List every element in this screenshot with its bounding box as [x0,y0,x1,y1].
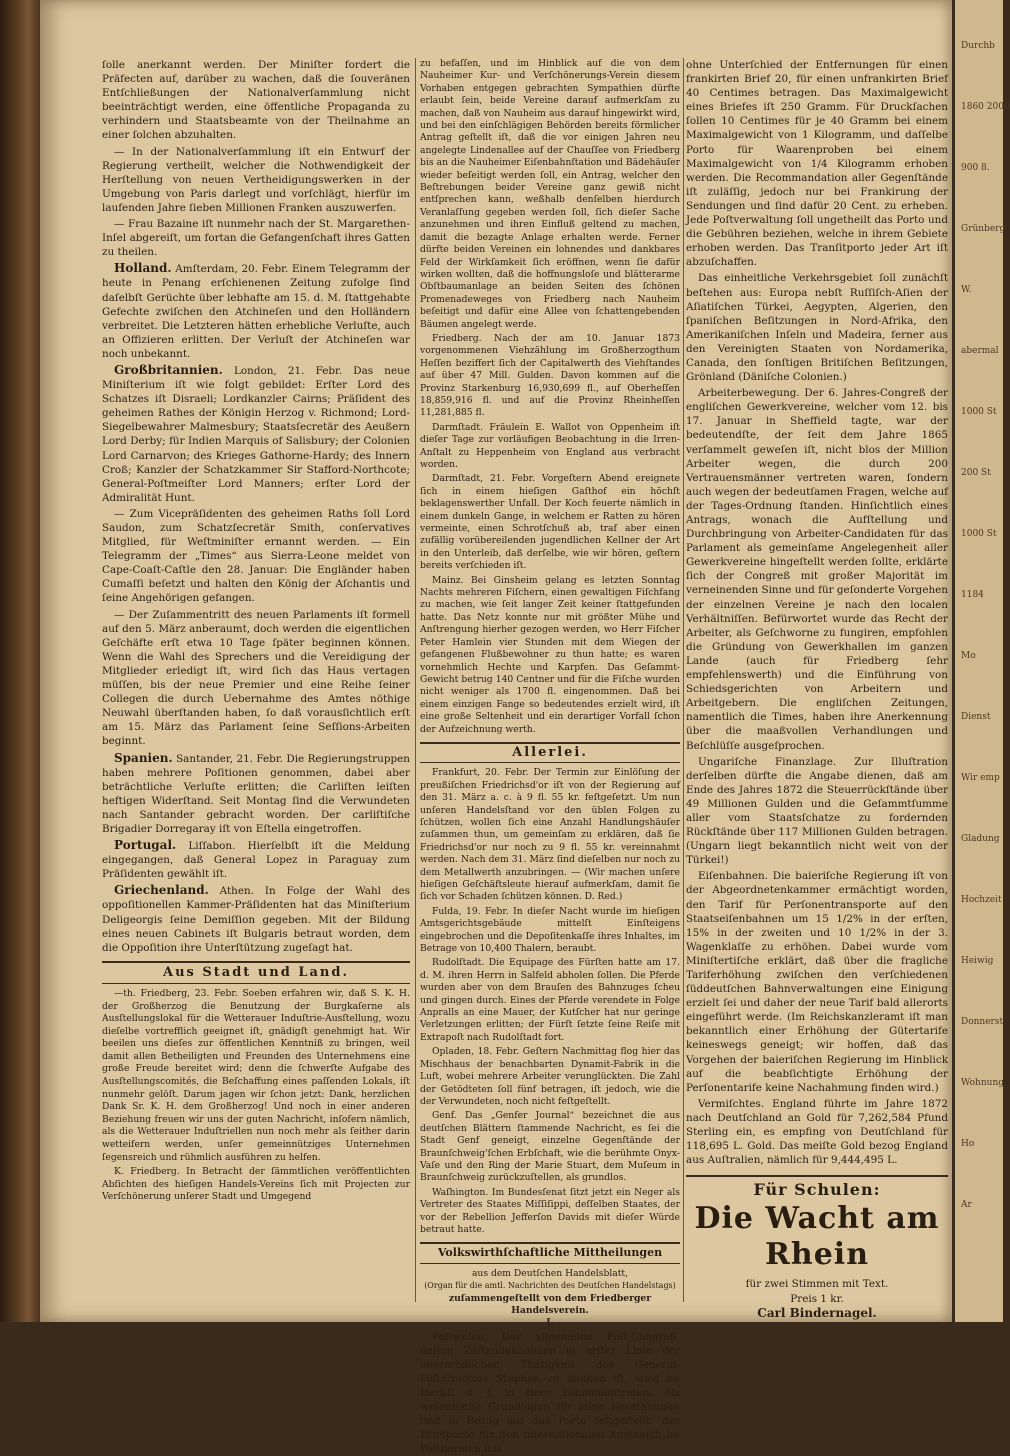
edge-fragment: 200 St [961,468,991,478]
adjacent-page-text [955,0,1010,1212]
paragraph: Waſhington. Im Bundesſenat ſitzt jetzt ein Neger als Vertreter des Staates Miſſiſippi, deſſelben Staates, der vor der Rebellion Jefferſon Davids mit dieſer Würde betraut hatte. [420,1186,680,1235]
section-number: I. [546,1317,554,1329]
edge-fragment: Dienst [961,712,991,722]
news-text: Santander, 21. Febr. Die Regierungstruppen haben mehrere Poſitionen genommen, dabei aber beträchtliche Verluſte erlitten; die Carliſten leiſten heftigen Widerſtand. Seit Montag ſind die Verwundeten nach Santander gebracht worden. Der carliſtiſche Brigadier Dorregaray iſt von Eſtella eingetroffen. [102,752,410,835]
paragraph: Fulda, 19. Febr. In dieſer Nacht wurde im hieſigen Amtsgerichtsgebäude mittelſt Einſteigens eingebrochen und die Depoſitenkaſſe ihres Inhaltes, im Betrage von 10,400 Thalern, beraubt. [420,905,680,955]
news-item-portugal [102,838,410,881]
edge-fragment: Durchb [961,41,995,51]
paragraph: — Zum Vicepräſidenten des geheimen Raths ſoll Lord Saudon, zum Schatzſecretär Smith, conſervatives Mitglied, für Weſtminiſter ernannt werden. — Ein Telegramm der „Times“ aus Sierra-Leone meldet von Cape-Coaſt-Caſtle den 28. Januar: Die Engländer haben Cumaſſi beſetzt und halten den König der Aſchantis und ſeine Angehörigen gefangen. [102,507,410,605]
paragraph: — Der Zuſammentritt des neuen Parlaments iſt formell auf den 5. März anberaumt, doch werden die eigentlichen Geſchäfte erſt etwa 10 Tage ſpäter beginnen können. Wenn die Wahl des Sprechers und die Vereidigung der Mitglieder erledigt iſt, wird ſich das Haus vertagen müſſen, bis der neue Premier und eine Reihe ſeiner Collegen die durch Uebernahme des Amtes nöthige Neuwahl überſtanden haben, ſo daß vorausſichtlich erſt am 15. März das Parlament ſeine Seſſions-Arbeiten beginnt. [102,608,410,748]
edge-fragment: Wohnung [961,1078,1005,1088]
paragraph: zu befaſſen, und im Hinblick auf die von dem Nauheimer Kur- und Verſchönerungs-Verein diesem Vorhaben entgegen gebrachten Sympathien dürfte erlaubt ſein, beide Vereine darauf aufmerkſam zu machen, daß von Nauheim aus darauf hingewirkt wird, und bei den einſchlägigen Behörden bereits förmlicher Antrag geſtellt iſt, daß die vor einigen Jahren neu angelegte Lindenallee auf der Chauſſee von Friedberg bis an die Nauheimer Eiſenbahnſtation und Bädehäuſer wieder beſeitigt werden ſoll, ein Antrag, welcher den Beſtrebungen beider Vereine ganz gewiß nicht entſprechen kann, weßhalb denſelben hierdurch Veranlaſſung gegeben werden ſoll, ſich dieſer Sache anzunehmen und ihren Einfluß geltend zu machen, damit die bezagte Anlage erhalten werde. Ferner dürfte beiden Vereinen ein lohnendes und dankbares Feld der Wirkſamkeit ſich eröffnen, wenn ſie dafür wirken wollten, daß die hoffnungsloſe und blätterarme Obſtbaumanlage an beiden Seiten des ſchönen Promenadeweges von Friedberg nach Nauheim beſeitigt und dafür eine Allee von ſchattengebenden Bäumen angelegt werde. [420,58,680,330]
edge-fragment: Hochzeit [961,895,1002,905]
edge-fragment: Donnerst [961,1017,1004,1027]
section-subtitle: aus dem Deutſchen Handelsblatt, [471,1267,629,1279]
edge-fragment: 1000 St [961,529,997,539]
paragraph: — Frau Bazaine iſt nunmehr nach der St. Margarethen-Inſel abgereiſt, um fortan die Gefangenſchaft ihres Gatten zu theilen. [102,218,410,259]
paragraph: Mainz. Bei Ginsheim gelang es letzten Sonntag Nachts mehreren Fiſchern, einen gewaltigen Fiſchfang zu machen, wie ſeit langer Zeit keiner ſtattgefunden hatte. Das Netz konnte nur mit größter Mühe und Anſtrengung hierher gezogen werden, wo Herr Fiſcher Peter Hamlein vier Stunden mit dem Wiegen der gefangenen Flußbewohner zu thun hatte; es waren vornehmlich Hechte und Karpfen. Das Geſammt-Gewicht betrug 140 Centner und für die Fiſche wurden nicht weniger als 1700 fl. eingenommen. Daß bei einem einzigen Fange so bedeutendes erzielt wird, iſt eine große Seltenheit und ein derartiger Vorfall ſchon der Aufzeichnung werth. [420,574,680,735]
news-item-spain [102,751,410,837]
paragraph: Darmſtadt. Fräulein E. Wallot von Oppenheim iſt dieſer Tage zur vorläufigen Beobachtung in die Irren-Anſtalt zu Heppenheim von England aus verbracht worden. [420,421,680,470]
country-heading: Großbritannien. [114,362,223,377]
news-item-holland [102,261,410,361]
country-heading: Spanien. [114,750,173,765]
paragraph: Rudolſtadt. Die Equipage des Fürſten hatte am 17. d. M. ihren Herrn in Salfeld abholen ſollen. Die Pferde wurden aber von dem Brauſen des Bahnzuges ſcheu und gingen durch. Eines der Pferde verendete in Folge Anpralls an eine Mauer, der Kutſcher hat nur geringe Verletzungen erlitten; der Fürſt ſetzte ſeine Reiſe mit Extrapoſt nach Rudolſtadt fort. [420,957,680,1043]
paragraph: Genf. Das „Genfer Journal“ bezeichnet die aus deutſchen Blättern ſtammende Nachricht, es ſei die Stadt Genf geneigt, einzelne Gegenſtände der Braunſchweig'ſchen Erbſchaft, wie die berühmte Onyx-Vaſe und den Ring der Marie Stuart, dem Muſeum in Braunſchweig zurückzuſtellen, als grundlos. [420,1110,680,1184]
paragraph: Darmſtadt, 21. Febr. Vorgeſtern Abend ereignete ſich in einem hieſigen Gaſthof ein höchſt beklagenswerther Unfall. Der Koch feuerte nämlich in einem dunkeln Gange, in welchem er Ratten zu hören vermeinte, einen Schrotſchuß ab, traf aber einen zufällig vorübereilenden jugendlichen Kellner der Art in den Unterleib, daß derſelbe, wie wir hören, geſtern bereits verſchieden iſt. [420,473,680,572]
paragraph: Friedberg. Nach der am 10. Januar 1873 vorgenommenen Viehzählung im Großherzogthum Heſſen beziffert ſich der Capitalwerth des Viehſtandes auf über 47 Mill. Gulden. Davon kommen auf die Provinz Starkenburg 16,930,699 fl., auf Oberheſſen 18,859,916 fl. und auf die Provinz Rheinheſſen 11,281,885 fl. [420,332,680,419]
section-title-stadt-und-land: Aus Stadt und Land. [102,961,410,984]
paragraph: ohne Unterſchied der Entfernungen für einen frankirten Brief 20, für einen unfrankirten Brief 40 Centimes betragen. Das Maximalgewicht eines Briefes iſt 250 Gramm. Für Druckſachen ſollen 10 Centimes für je 40 Gramm bei einem Maximalgewicht von 1 Kilogramm, und daſſelbe Porto für Waarenproben bei einem Maximalgewicht von 1/4 Kilogramm erhoben werden. Die Recommandation aller Gegenſtände iſt zuläſſig, jedoch nur bei Frankirung der Sendungen und ſind dafür 20 Cent. zu erheben. Jede Poſtverwaltung ſoll ungetheilt das Porto und die Gebühren beziehen, welche in ihrem Gebiete erhoben werden. Das Tranſitporto jeder Art iſt abzuſchaffen. [686,59,948,269]
book-binding [0,0,40,1322]
news-item-great-britain [102,363,410,505]
edge-fragment: Gladung [961,834,1000,844]
news-text: Amſterdam, 20. Febr. Einem Telegramm der heute in Penang erſchienenen Zeitung zufolge ſind daſelbſt Gerüchte über lebhafte am 15. d. M. ſtattgehabte Gefechte zwiſchen den Atchineſen und den Holländern verbreitet. Die Letzteren hätten erhebliche Verluſte, auch an Offizieren erlitten. Der Verluſt der Atchineſen war noch unbekannt. [102,263,410,360]
edge-fragment: 1860 2000 [961,102,1010,112]
news-text: Liſſabon. Hierſelbſt iſt die Meldung eingegangen, daß General Lopez in Paraguay zum Präſidenten gewählt iſt. [102,840,410,881]
edge-fragment: Heiwig [961,956,994,966]
paragraph: —th. Friedberg, 23. Febr. Soeben erfahren wir, daß S. K. H. der Großherzog die Benutzung der Burgkaſerne als Ausſtellungslokal für die Wetterauer Induſtrie-Ausſtellung, wozu dieſelbe vortrefflich geeignet iſt, gnädigſt genehmigt hat. Wir beeilen uns dieſes zur öffentlichen Kenntniß zu bringen, weil damit allen Betheiligten und Freunden des Unternehmens eine große Freude bereitet wird; denn die ſchwerſte Aufgabe des Ausſtellungscomités, die Beſchaffung eines paſſenden Lokals, iſt nunmehr gelöſt. Darum jagen wir ſchon jetzt: Dank, herzlichen Dank Sr. K. H. dem Großherzog! Und noch in einer anderen Beziehung freuen wir uns der guten Nachricht, inſofern nämlich, als die Wetterauer Induſtriellen nun noch mehr als ſeither darin wetteifern werden, unſer gemeinnütziges Unternehmen ſegensreich und rühmlich ausführen zu helfen. [102,987,410,1163]
ad-title: Die Wacht am Rhein [694,1201,940,1273]
edge-fragment: 900 8. [961,163,990,173]
paragraph: Frankfurt, 20. Febr. Der Termin zur Einlöſung der preußiſchen Friedrichsd'or iſt von der Regierung auf den 31. März a. c. à 9 fl. 55 kr. feſtgeſetzt. Um nun unſeren Handelsſtand vor den üblen Folgen zu ſchützen, wollen ſich eine Anzahl Handlungshäuſer zuſammen thun, um gemeinſam zu erklären, daß ſie Friedrichsd'or nur noch zu 9 fl. 55 kr. vereinnahmt werden. Nach dem 31. März ſind dieſelben nur noch zu dem Metallwerth anzubringen. — (Wir machen unſere hieſigen Geſchäftsleute hierauf aufmerkſam, damit ſie ſich vor Schaden ſchützen können. D. Red.) [420,767,680,903]
edge-fragment: abermal [961,346,999,356]
paragraph: Vermiſchtes. England führte im Jahre 1872 nach Deutſchland an Gold für 7,262,584 Pfund Sterling ein, es empfing von Deutſchland für 118,695 L. Gold. Das meiſte Gold bezog England aus Auſtralien, nämlich für 9,444,495 L. [686,1097,948,1167]
section-title-allerlei: Allerlei. [420,742,680,763]
edge-fragment: 1000 St [961,407,997,417]
edge-fragment: Mo [961,651,976,661]
news-text: London, 21. Febr. Das neue Miniſterium iſt wie folgt gebildet: Erſter Lord des Schatzes iſt Disraeli; Lordkanzler Cairns; Präſident des geheimen Rathes der Königin Herzog v. Richmond; Lord-Siegelbewahrer Malmesbury; Staatsſecretär des Aeußern Lord Derby; für Indien Marquis of Salisbury; der Colonien Lord Carnarvon; des Krieges Gathorne-Hardy; des Innern Croß; Kanzler der Schatzkammer Sir Stafford-Northcote; General-Poſtmeiſter Lord Manners; erſter Lord der Admiralität Hunt. [102,364,410,504]
ad-heading: Für Schulen: [753,1180,881,1200]
ad-price: Preis 1 kr. [790,1292,844,1305]
ad-subtitle: für zwei Stimmen mit Text. [745,1278,889,1291]
country-heading: Portugal. [114,838,177,853]
country-heading: Holland. [114,261,172,276]
edge-fragment: W. [961,285,972,295]
paragraph: Opladen, 18. Febr. Geſtern Nachmittag flog hier das Mischhaus der benachbarten Dynamit-Fabrik in die Luft, wobei mehrere Arbeiter verunglückten. Die Zahl der Getödteten ſoll fünf betragen, iſt jedoch, wie die der Verwundeten, noch nicht feſtgeſtellt. [420,1046,680,1107]
ad-publisher: Carl Bindernagel. [757,1305,877,1320]
edge-fragment: Grünberg [961,224,1006,234]
section-subtitle: (Organ für die amtl. Nachrichten des Deutſchen Handelstags) [424,1281,676,1291]
adjacent-page-edge [952,0,1010,1322]
paragraph: Arbeiterbewegung. Der 6. Jahres-Congreß der engliſchen Gewerkvereine, welcher vom 12. bis 17. Januar in Sheffield tagte, war der bedeutendſte, der ſeit dem Jahre 1865 verſammelt geweſen iſt, nicht blos der Million Arbeiter wegen, die durch 200 Vertrauensmänner vertreten waren, ſondern auch wegen der bedeutſamen Fragen, welche auf der Tages-Ordnung ſtanden. Hinſichtlich eines Antrags, wonach die Aufſtellung und Durchbringung von Arbeiter-Candidaten für das Parlament als gemeinſame Angelegenheit aller Gewerkvereine hingeſtellt werden ſollte, erklärte ſich der Congreß mit großer Majorität im verneinenden Sinne und für geſonderte Vorgehen der einzelnen Vereine je nach den localen Verhältniſſen. Befürwortet wurde das Recht der Arbeiter, als Geſchworne zu fungiren, empfohlen die Gründung von Gewerkhallen im ganzen Lande (auch für Friedberg ſehr empfehlenswerth) und die Einführung von Schiedsgerichten von Arbeitern und Arbeitgebern. Die engliſchen Zeitungen, namentlich die Times, haben ihre Anerkennung über die maaßvollen Verhandlungen und Beſchlüſſe ausgeſprochen. [686,387,948,752]
column-1 [102,58,410,1302]
column-rule-2 [683,58,684,1302]
edge-fragment: Wir emp [961,773,1000,783]
edge-fragment: Ho [961,1139,975,1149]
paragraph: Das einheitliche Verkehrsgebiet ſoll zunächſt beſtehen aus: Europa nebſt Ruſſiſch-Aſien der Aſiatiſchen Türkei, Aegypten, Algerien, den ſpaniſchen Beſitzungen in Nord-Afrika, den Amerikaniſchen Inſeln und Madeira, ferner aus den Vereinigten Staaten von Nordamerika, Canada, den ſonſtigen Britiſchen Beſitzungen, Grönland (Däniſche Colonien.) [686,272,948,384]
paragraph: Ungariſche Finanzlage. Zur Illuſtration derſelben dürfte die Angabe dienen, daß am Ende des Jahres 1872 die Steuerrückſtände über 49 Millionen Gulden und die Geſammtſumme aller vom Staatsſchatze zu fordernden Rückſtände über 117 Millionen Gulden betragen. (Ungarn liegt bekanntlich nicht weit von der Türkei!) [686,755,948,867]
column-2 [420,58,680,1455]
paragraph: K. Friedberg. In Betracht der ſämmtlichen veröffentlichten Abſichten des hieſigen Handels-Vereins ſich mit Projecten zur Verſchönerung unſerer Stadt und Umgegend [102,1166,410,1203]
section-subtitle: zuſammengeſtellt von dem Friedberger Handelsverein. [448,1292,652,1316]
advertisement [686,1175,948,1319]
paragraph: — In der Nationalverſammlung iſt ein Entwurf der Regierung vertheilt, welcher die Nothwendigkeit der Herſtellung von neuen Vertheidigungswerken in der Umgebung von Paris darlegt und vorſchlägt, hierfür im laufenden Jahre ſieben Millionen Franken auszuwerfen. [102,145,410,214]
paragraph: ſolle anerkannt werden. Der Miniſter fordert die Präfecten auf, darüber zu wachen, daß die ſouveränen Entſchließungen der Nationalverſammlung nicht beeinträchtigt werden, eine öffentliche Propaganda zu verhindern und Staatsbeamte von der Theilnahme an einer ſolchen abzuhalten. [102,59,410,142]
news-item-greece [102,883,410,954]
country-heading: Griechenland. [114,883,209,898]
edge-fragment: 1184 [961,590,984,600]
column-3 [686,58,948,1320]
column-rule-1 [415,58,416,1302]
section-title-volkswirthschaft: Volkswirthſchaftliche Mittheilungen [420,1242,680,1263]
paragraph: Poſtweſen. Der allgemeine Poſt-Congreß, deſſen Zuſtandekommen in erſter Linie der unermüdlichen Thätigkeit des General-Poſtdirectors Stephan zu danken iſt, wird im Herbſt d. J. in Bern zuſammentreten. Als weſentliche Grundlagen für ſeine Berathungen ſind in Bezug auf das Porto feſtgeſtellt: das Briefporto für den internationalen Austauſch im Poſtbereich ſoll [420,1330,680,1455]
news-text: Athen. In Folge der Wahl des oppoſitionellen Kammer-Präſidenten hat das Miniſterium Deligeorgis ſeine Demiſſion gegeben. Mit der Bildung eines neuen Cabinets iſt Bulgaris betraut worden, dem die Oppoſition ihre Unterſtützung zugeſagt hat. [102,885,410,954]
edge-fragment: Ar [961,1200,972,1210]
paragraph: Eiſenbahnen. Die baieriſche Regierung iſt von der Abgeordnetenkammer ermächtigt worden, den Tarif für Perſonentransporte auf den Staatseiſenbahnen um 15 1/2% in der erſten, 15% in der zweiten und 10 1/2% in der 3. Wagenklaſſe zu erhöhen. Dabei wurde vom Miniſtertiſche erklärt, daß über die fragliche Tariferhöhung zwiſchen den verſchiedenen ſüddeutſchen Bahnverwaltungen eine Einigung erzielt ſei und daher der neue Tarif bald allerorts eingeführt werde. (Im Reichskanzleramt iſt man bekanntlich einer Erhöhung der Gütertarife keineswegs geneigt; wir hoffen, daß das Vorgehen der baieriſchen Regierung im Hinblick auf die beabſichtigte Erhöhung der Perſonentarife keine Nachahmung finden wird.) [686,870,948,1094]
